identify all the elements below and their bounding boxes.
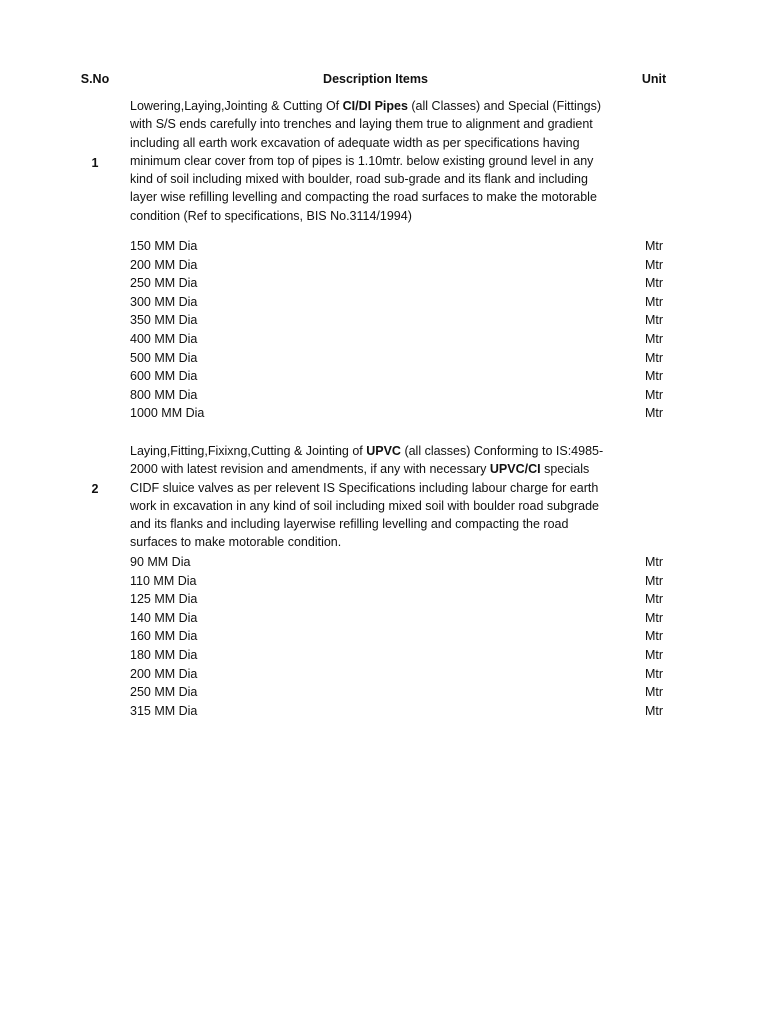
table-row bbox=[0, 702, 768, 721]
unit-value: Mtr bbox=[644, 332, 664, 346]
table-row bbox=[0, 237, 768, 256]
unit-value: Mtr bbox=[644, 610, 664, 625]
unit-value: Mtr bbox=[644, 592, 664, 607]
unit-value: Mtr bbox=[644, 276, 664, 291]
unit-value: Mtr bbox=[644, 629, 664, 644]
pipe-size: 160 MM Dia bbox=[130, 629, 198, 644]
item-2-sno: 2 bbox=[91, 482, 99, 496]
pipe-size: 300 MM Dia bbox=[130, 294, 198, 309]
item-2-desc-pre: Laying,Fitting,Fixixng,Cutting & Jointing of bbox=[130, 444, 367, 458]
unit-value: Mtr bbox=[644, 294, 664, 309]
item-1-sno: 1 bbox=[91, 156, 99, 170]
pipe-size: 800 MM Dia bbox=[130, 387, 198, 402]
unit-value: Mtr bbox=[644, 666, 664, 681]
pipe-size: 200 MM Dia bbox=[130, 666, 198, 681]
item-1-description bbox=[130, 97, 615, 225]
pipe-size: 350 MM Dia bbox=[130, 313, 198, 328]
table-row bbox=[0, 553, 768, 572]
pipe-size: 125 MM Dia bbox=[130, 592, 198, 607]
pipe-size: 400 MM Dia bbox=[130, 332, 198, 346]
table-row bbox=[0, 274, 768, 293]
unit-value: Mtr bbox=[644, 313, 664, 328]
unit-value: Mtr bbox=[644, 387, 664, 402]
table-row bbox=[0, 665, 768, 684]
pipe-size: 90 MM Dia bbox=[130, 555, 191, 569]
table-row bbox=[0, 330, 768, 349]
pipe-size: 150 MM Dia bbox=[130, 239, 198, 253]
unit-value: Mtr bbox=[644, 257, 664, 272]
table-row bbox=[0, 311, 768, 330]
table-row bbox=[0, 590, 768, 609]
unit-value: Mtr bbox=[644, 369, 664, 384]
item-2-description bbox=[130, 442, 615, 552]
header-unit: Unit bbox=[641, 72, 667, 86]
pipe-size: 315 MM Dia bbox=[130, 703, 198, 718]
pipe-size: 200 MM Dia bbox=[130, 257, 198, 272]
table-row bbox=[0, 646, 768, 665]
unit-value: Mtr bbox=[644, 648, 664, 662]
item-2-desc-bold: UPVC bbox=[366, 444, 401, 458]
item-2-desc-post: specials CIDF sluice valves as per relevent IS Specifications including labour charge for earth work in excavation in any kind of soil including mixed soil with boulder road subgrade and its flanks and including layerwise refilling levelling and compacting the road surfaces to make motorable condition. bbox=[130, 462, 600, 550]
item-1-desc-pre: Lowering,Laying,Jointing & Cutting Of bbox=[130, 99, 343, 113]
table-row bbox=[0, 609, 768, 628]
table-row bbox=[0, 627, 768, 646]
item-1-desc-bold: CI/DI Pipes bbox=[342, 99, 408, 113]
item-1-desc-post: (all Classes) and Special (Fittings) with S/S ends carefully into trenches and laying them true to alignment and gradient including all earth work excavation of adequate width as per specifications having minimum clear cover from top of pipes is 1.10mtr. below existing ground level in any kind of soil including mixed with boulder, road sub-grade and its flank and including layer wise refilling levelling and compacting the road surfaces to make the motorable condition (Ref to specifications, BIS No.3114/1994) bbox=[130, 99, 602, 223]
pipe-size: 180 MM Dia bbox=[130, 648, 198, 662]
table-row bbox=[0, 404, 768, 423]
table-row bbox=[0, 293, 768, 312]
table-row bbox=[0, 683, 768, 702]
unit-value: Mtr bbox=[644, 350, 664, 365]
unit-value: Mtr bbox=[644, 703, 664, 718]
header-sno: S.No bbox=[80, 72, 110, 86]
pipe-size: 140 MM Dia bbox=[130, 610, 198, 625]
unit-value: Mtr bbox=[644, 573, 664, 588]
unit-value: Mtr bbox=[644, 685, 664, 700]
item-2-desc-bold2: UPVC/CI bbox=[489, 462, 541, 477]
table-row bbox=[0, 572, 768, 591]
unit-value: Mtr bbox=[644, 239, 664, 253]
table-row bbox=[0, 386, 768, 405]
pipe-size: 600 MM Dia bbox=[130, 369, 198, 384]
header-description: Description Items bbox=[323, 72, 428, 86]
pipe-size: 250 MM Dia bbox=[130, 685, 198, 700]
table-row bbox=[0, 367, 768, 386]
pipe-size: 500 MM Dia bbox=[130, 350, 198, 365]
unit-value: Mtr bbox=[644, 555, 664, 569]
pipe-size: 1000 MM Dia bbox=[130, 406, 205, 421]
unit-value: Mtr bbox=[644, 406, 664, 421]
table-row bbox=[0, 349, 768, 368]
table-row bbox=[0, 256, 768, 275]
pipe-size: 110 MM Dia bbox=[130, 573, 197, 588]
item-2-desc-mid: (all classes) Conforming to IS:4985-2000 with latest revision and amendments, if any with necessary bbox=[130, 444, 604, 477]
pipe-size: 250 MM Dia bbox=[130, 276, 198, 291]
